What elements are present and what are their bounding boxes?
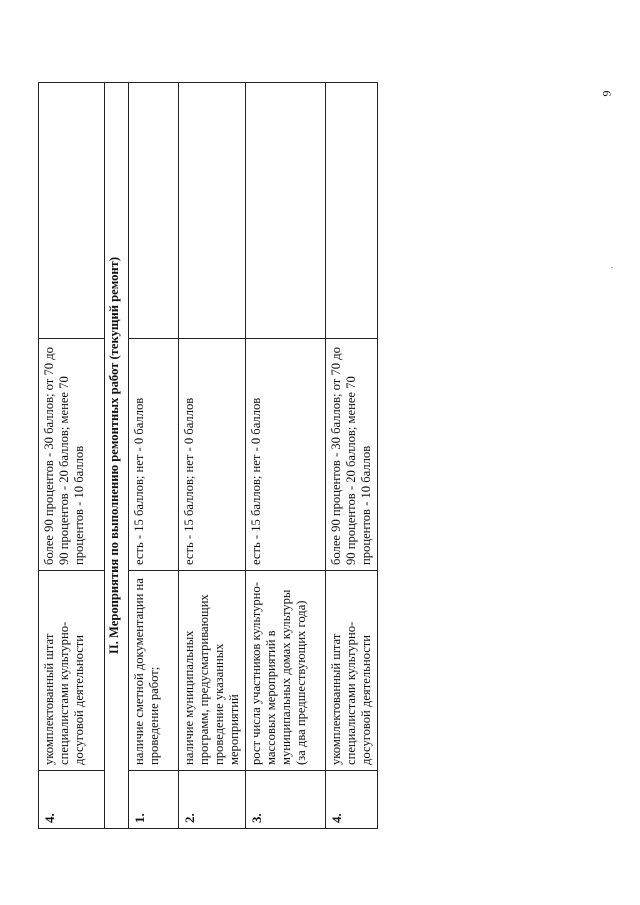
row-number: 1. [129,771,179,829]
row-number: 4. [39,771,105,829]
scoring-text: есть - 15 баллов; нет - 0 баллов [179,339,246,571]
table-row [39,83,105,829]
section-header-row [105,83,129,829]
criterion-text: укомплектованный штат специалистами культурно-досуговой деятельности [326,571,378,771]
scan-speck: · [610,262,614,274]
note-cell [246,83,326,339]
table-row [129,83,179,829]
section-title: II. Мероприятия по выполнению ремонтных работ (текущий ремонт) [105,83,129,829]
scoring-text: более 90 процентов - 30 баллов; от 70 до 90 процентов - 20 баллов; менее 70 процентов - 10 баллов [326,339,378,571]
criterion-text: укомплектованный штат специалистами культурно-досуговой деятельности [39,571,105,771]
table-row [179,83,246,829]
row-number: 2. [179,771,246,829]
row-number: 3. [246,771,326,829]
criterion-text: наличие сметной документации на проведение работ; [129,571,179,771]
table-row [326,83,378,829]
criteria-table [38,82,378,829]
note-cell [129,83,179,339]
row-number: 4. [326,771,378,829]
note-cell [326,83,378,339]
rotated-page-content [38,83,373,829]
criterion-text: рост числа участников культурно-массовых мероприятий в муниципальных домах культуры (за два предшествующих года) [246,571,326,771]
scoring-text: есть - 15 баллов; нет - 0 баллов [129,339,179,571]
note-cell [39,83,105,339]
criterion-text: наличие муниципальных программ, предусматривающих проведение указанных мероприятий [179,571,246,771]
note-cell [179,83,246,339]
page-number: 9 [599,90,614,97]
scoring-text: есть - 15 баллов; нет - 0 баллов [246,339,326,571]
scoring-text: более 90 процентов - 30 баллов; от 70 до 90 процентов - 20 баллов; менее 70 процентов - 10 баллов [39,339,105,571]
table-row [246,83,326,829]
